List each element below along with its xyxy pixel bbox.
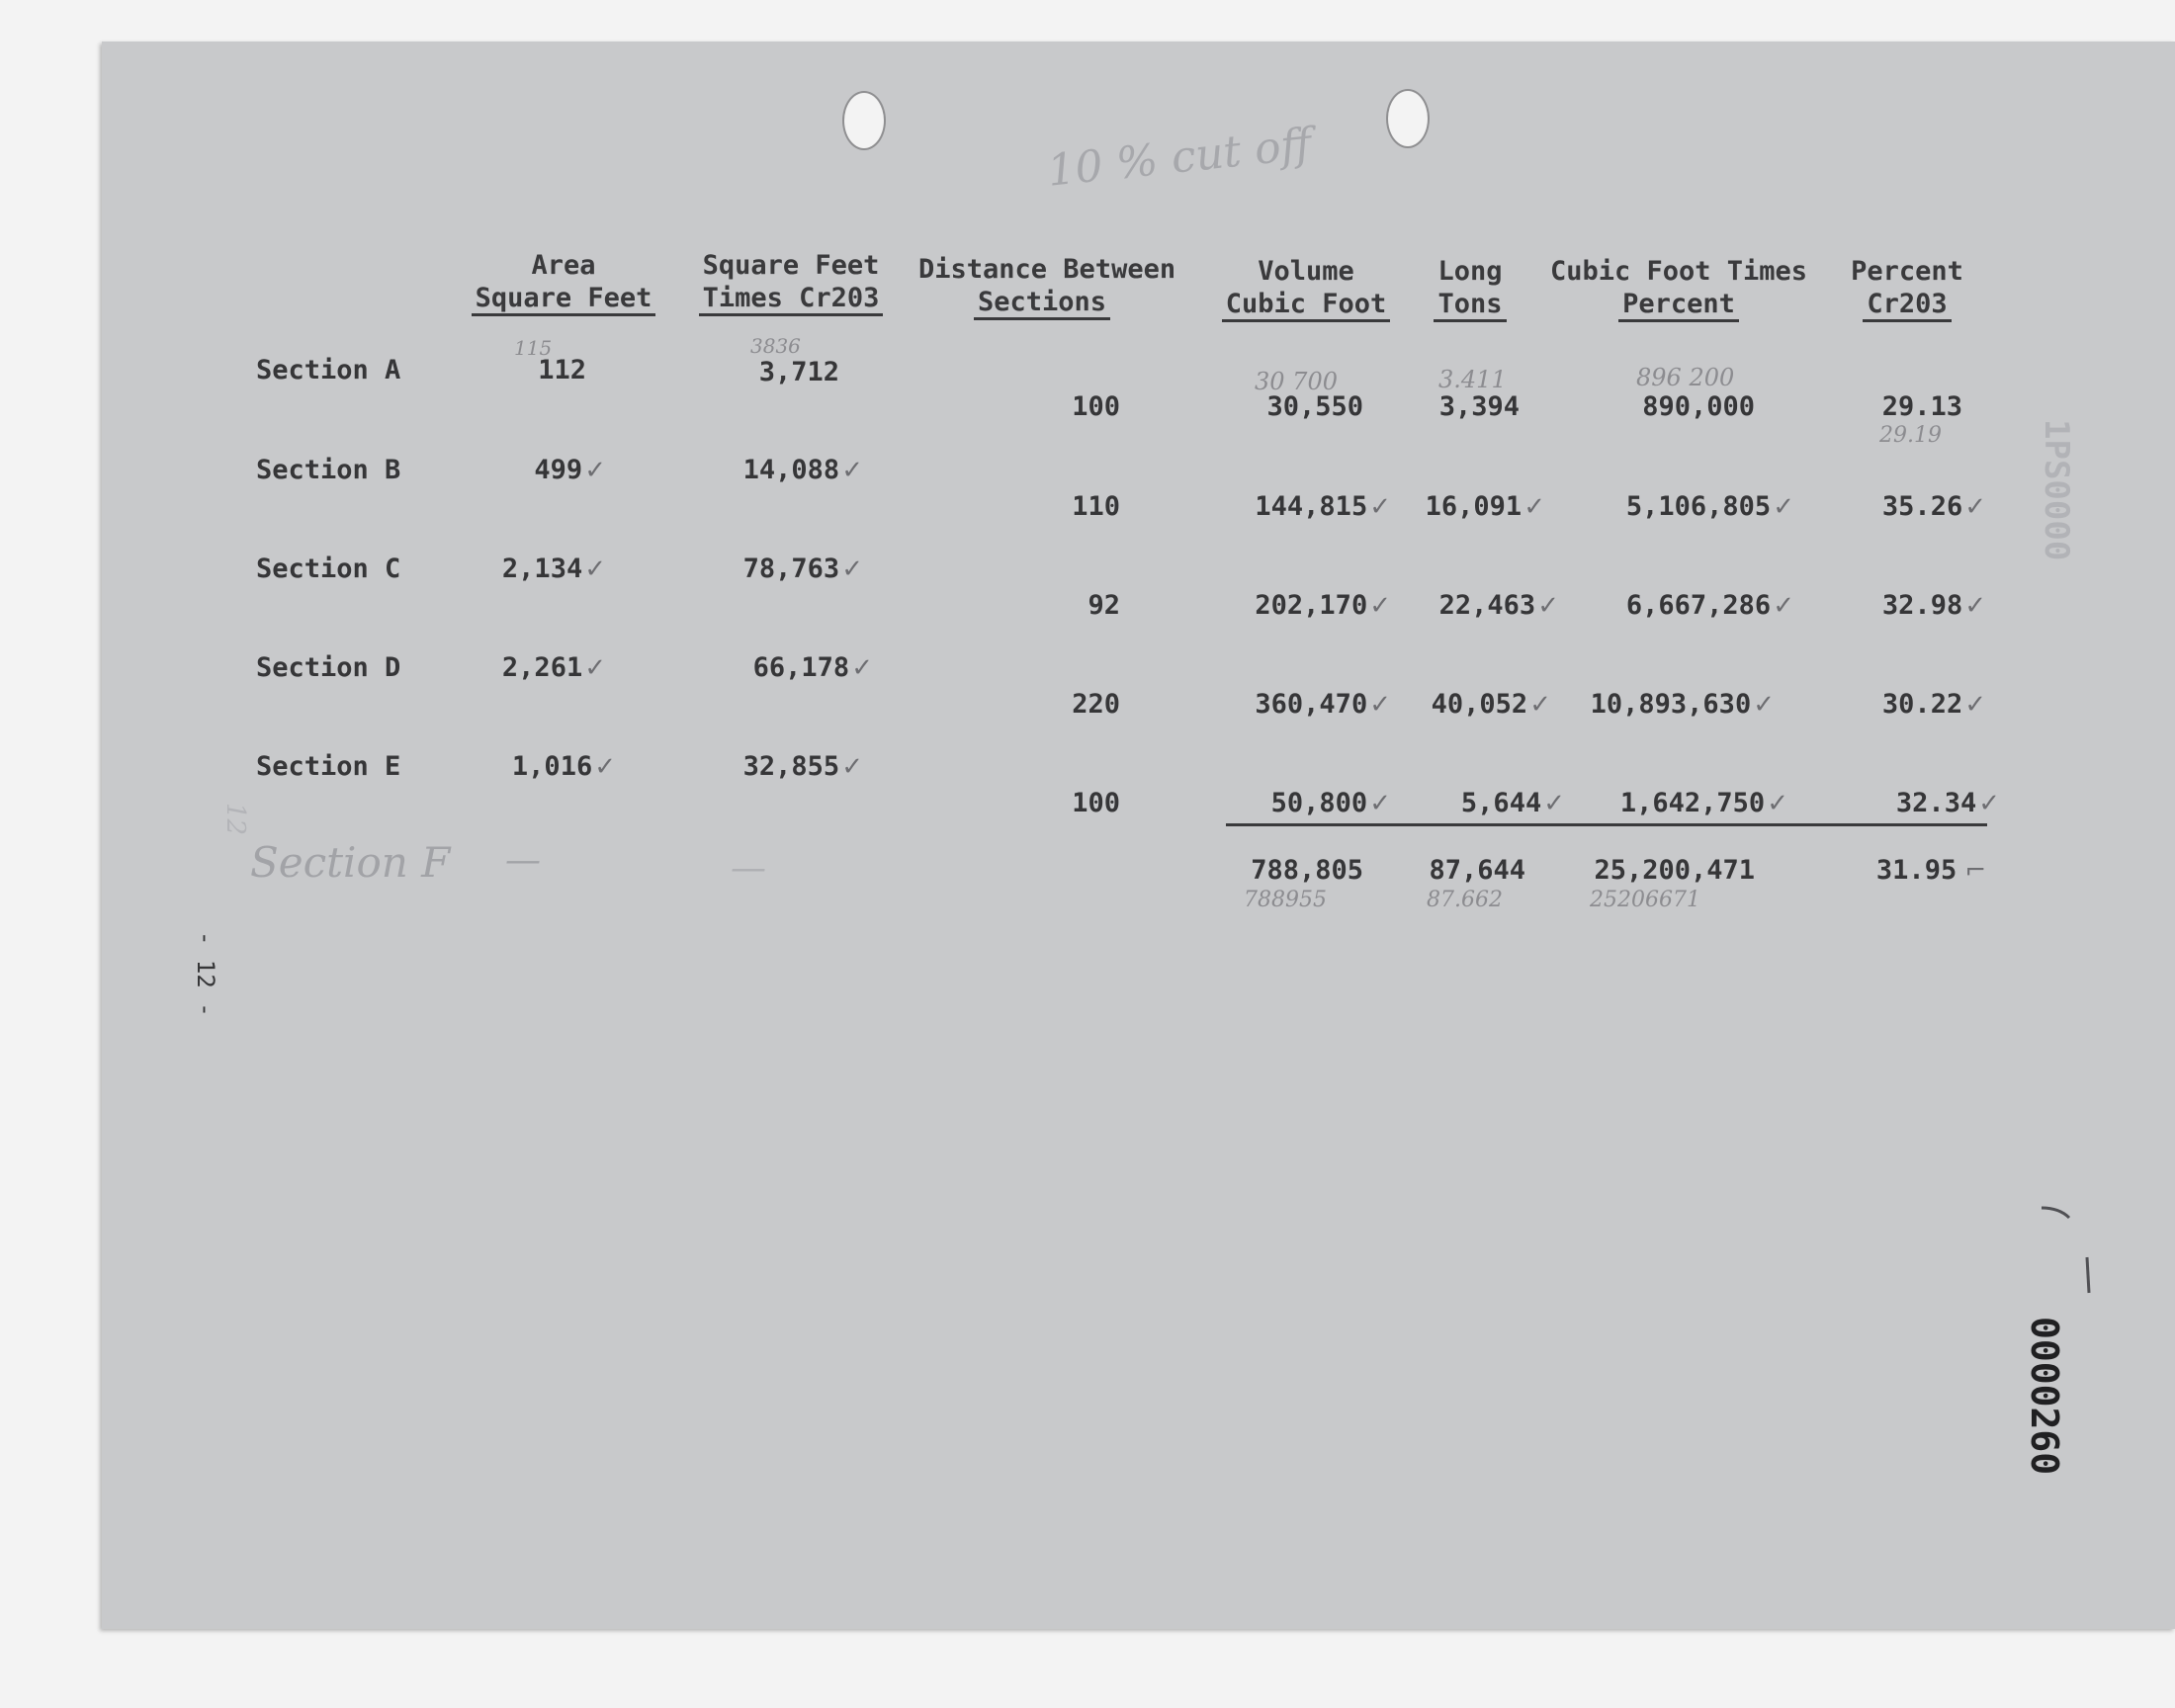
- sqft-times-value: 78,763✓: [742, 554, 863, 584]
- section-f-handwritten: Section F: [250, 838, 451, 887]
- dash-mark-icon: ⌐: [1964, 856, 1986, 886]
- section-label: Section D: [256, 652, 401, 683]
- cubic-times-value: 890,000: [1642, 391, 1755, 422]
- area-value: 2,261✓: [501, 652, 606, 683]
- faint-margin-mark: 12: [220, 803, 250, 836]
- total-cubic-note: 25206671: [1590, 888, 1700, 912]
- header-distance: Distance Between Sections: [918, 253, 1166, 318]
- distance-value: 220: [1072, 689, 1120, 720]
- section-f-dash: —: [731, 848, 766, 889]
- tons-handwritten-note: 3.411: [1438, 366, 1507, 393]
- total-percent: 31.95 ⌐: [1875, 855, 1986, 886]
- sqft-times-value: 32,855✓: [742, 751, 863, 782]
- area-value: 2,134✓: [501, 554, 606, 584]
- area-handwritten-note: 115: [514, 336, 553, 360]
- cubic-times-value: 10,893,630✓: [1590, 689, 1775, 720]
- stamp-number-faint: 1PS0000: [2037, 419, 2076, 561]
- check-mark-icon: ✓: [1773, 492, 1794, 522]
- document-sheet: [102, 42, 2175, 1629]
- sqft-times-value: 66,178✓: [752, 652, 873, 683]
- header-percent-cr2o3: Percent Cr203: [1838, 255, 1976, 320]
- percent-handwritten-note: 29.19: [1879, 423, 1942, 448]
- check-mark-icon: ✓: [1767, 789, 1788, 818]
- distance-value: 100: [1072, 788, 1120, 818]
- check-mark-icon: ✓: [1978, 789, 2000, 818]
- tons-value: 22,463✓: [1438, 590, 1559, 621]
- percent-value: 35.26✓: [1881, 491, 1986, 522]
- punch-hole-left: [842, 91, 886, 150]
- total-volume-note: 788955: [1244, 888, 1327, 912]
- section-label: Section B: [256, 455, 401, 485]
- stamp-number: 0000260: [2023, 1317, 2066, 1476]
- check-mark-icon: ✓: [1529, 690, 1551, 720]
- volume-value: 30,550: [1266, 391, 1363, 422]
- check-mark-icon: ✓: [1523, 492, 1545, 522]
- volume-value: 50,800✓: [1270, 788, 1391, 818]
- cubic-handwritten-note: 896 200: [1636, 364, 1735, 391]
- section-label: Section A: [256, 355, 401, 385]
- volume-handwritten-note: 30 700: [1255, 368, 1338, 395]
- header-long-tons: Long Tons: [1411, 255, 1529, 320]
- section-label: Section E: [256, 751, 401, 782]
- check-mark-icon: ✓: [584, 653, 606, 683]
- check-mark-icon: ✓: [1369, 690, 1391, 720]
- total-tons: 87,644: [1429, 855, 1525, 886]
- cubic-times-value: 1,642,750✓: [1619, 788, 1788, 818]
- tons-value: 16,091✓: [1425, 491, 1545, 522]
- volume-value: 360,470✓: [1255, 689, 1391, 720]
- total-volume: 788,805: [1251, 855, 1363, 886]
- check-mark-icon: ✓: [841, 752, 863, 782]
- distance-value: 92: [1088, 590, 1120, 621]
- check-mark-icon: ✓: [851, 653, 873, 683]
- check-mark-icon: ✓: [1543, 789, 1565, 818]
- area-value: 1,016✓: [511, 751, 616, 782]
- header-volume: Volume Cubic Foot: [1207, 255, 1405, 320]
- volume-value: 144,815✓: [1255, 491, 1391, 522]
- area-value: 112: [538, 355, 586, 385]
- area-value: 499✓: [534, 455, 606, 485]
- header-sqft-times-cr2o3: Square Feet Times Cr203: [687, 249, 895, 314]
- check-mark-icon: ✓: [841, 456, 863, 485]
- check-mark-icon: ✓: [1537, 591, 1559, 621]
- page-number: - 12 -: [192, 931, 219, 1017]
- percent-value: 32.98✓: [1881, 590, 1986, 621]
- tons-value: 5,644✓: [1460, 788, 1565, 818]
- check-mark-icon: ✓: [594, 752, 616, 782]
- distance-value: 100: [1072, 391, 1120, 422]
- total-cubic-times: 25,200,471: [1594, 855, 1755, 886]
- sqft-times-value: 14,088✓: [742, 455, 863, 485]
- check-mark-icon: ✓: [584, 456, 606, 485]
- check-mark-icon: ✓: [1369, 591, 1391, 621]
- sqft-handwritten-note: 3836: [750, 334, 801, 358]
- tons-value: 3,394: [1438, 391, 1520, 422]
- corner-mark-icon: [2040, 1178, 2119, 1297]
- punch-hole-right: [1386, 89, 1430, 148]
- check-mark-icon: ✓: [584, 555, 606, 584]
- volume-value: 202,170✓: [1255, 590, 1391, 621]
- check-mark-icon: ✓: [1964, 690, 1986, 720]
- check-mark-icon: ✓: [1964, 492, 1986, 522]
- sqft-times-value: 3,712: [758, 357, 839, 387]
- check-mark-icon: ✓: [1964, 591, 1986, 621]
- check-mark-icon: ✓: [1773, 591, 1794, 621]
- check-mark-icon: ✓: [1369, 789, 1391, 818]
- check-mark-icon: ✓: [1369, 492, 1391, 522]
- totals-rule: [1226, 823, 1987, 826]
- section-label: Section C: [256, 554, 401, 584]
- check-mark-icon: ✓: [1753, 690, 1775, 720]
- top-handwritten-note: 10 % cut off: [1045, 119, 1315, 197]
- percent-value: 30.22✓: [1881, 689, 1986, 720]
- tons-value: 40,052✓: [1431, 689, 1551, 720]
- header-area: Area Square Feet: [460, 249, 667, 314]
- section-f-dash: —: [505, 840, 541, 881]
- percent-value: 32.34✓: [1895, 788, 2000, 818]
- cubic-times-value: 5,106,805✓: [1625, 491, 1794, 522]
- check-mark-icon: ✓: [841, 555, 863, 584]
- percent-value: 29.13: [1881, 391, 1962, 422]
- header-cubic-foot-times-percent: Cubic Foot Times Percent: [1535, 255, 1822, 320]
- cubic-times-value: 6,667,286✓: [1625, 590, 1794, 621]
- distance-value: 110: [1072, 491, 1120, 522]
- total-tons-note: 87.662: [1427, 888, 1503, 912]
